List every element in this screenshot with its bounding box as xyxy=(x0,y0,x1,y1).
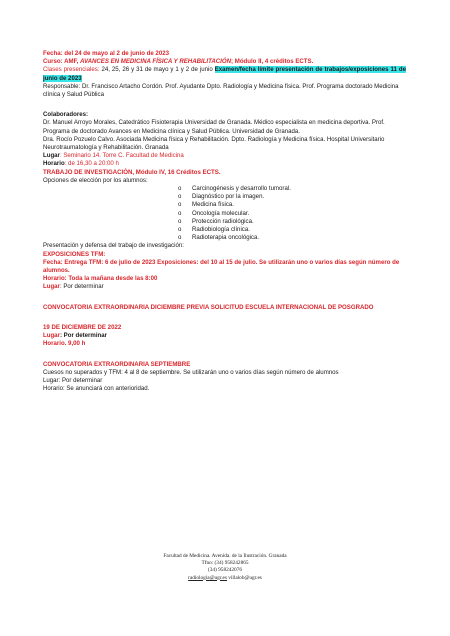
september-call-title: CONVOCATORIA EXTRAORDINARIA SEPTIEMBRE xyxy=(43,360,191,368)
bullet-icon: o xyxy=(178,217,182,225)
option-item: o Diagnóstico por la imagen. xyxy=(178,193,265,201)
footer-address: Facultad de Medicina. Avenida. de la Ilustración. Granada xyxy=(163,553,287,559)
option-item: o Radioterapia oncológica. xyxy=(178,234,260,242)
option-item: o Protección radiológica. xyxy=(178,217,254,225)
morning-schedule: Horario: Toda la mañana desde las 8:00 xyxy=(43,275,158,283)
collaborators-title: Colaboradores: xyxy=(43,111,89,119)
tfm-exhibitions-title: EXPOSICIONES TFM: xyxy=(43,250,106,258)
december-place-line: Lugar: Por determinar xyxy=(43,332,108,340)
options-list xyxy=(43,185,406,242)
december-date: 19 DE DICIEMBRE DE 2022 xyxy=(43,323,122,331)
presentation-text: Presentación y defensa del trabajo de investigación: xyxy=(43,242,184,250)
course-date: Fecha: del 24 de mayo al 2 de junio de 2023 xyxy=(43,50,169,57)
page-footer xyxy=(0,553,450,582)
email-link-villalob[interactable]: villalob@ugr.es xyxy=(228,574,262,581)
option-item: o Radiobiología clínica. xyxy=(178,226,250,234)
bullet-icon: o xyxy=(178,193,182,201)
research-work-title: TRABAJO DE INVESTIGACIÓN, Módulo IV, 16 Créditos ECTS. xyxy=(43,168,221,176)
email-link-radiologia[interactable]: radiologia@ugr.es xyxy=(188,574,227,581)
classes-label: Clases presenciales: xyxy=(43,66,100,74)
december-call-title: CONVOCATORIA EXTRAORDINARIA DICIEMBRE PREVIA SOLICITUD ESCUELA INTERNACIONAL DE POSGRADO xyxy=(43,303,374,311)
footer-emails xyxy=(0,575,450,582)
bullet-icon: o xyxy=(178,185,182,193)
course-name: AVANCES EN MEDICINA FÍSICA Y REHABILITACIÓN xyxy=(80,58,232,66)
bullet-icon: o xyxy=(178,201,182,209)
bullet-icon: o xyxy=(178,209,182,217)
footer-phone-1: Tfno: (34) 958242865 xyxy=(201,560,249,567)
collaborator-1: Dr. Manuel Arroyo Morales, Catedrático Fisioterapia Universidad de Granada. Médico especialista en medicina deportiva. Prof. Programa de doctorado Avances en Medicina clínica y Salud Pública. Universidad de Granada. xyxy=(43,119,385,135)
exam-deadline-highlight: Examen/fecha límite presentación de trabajos/exposiciones 11 de junio de 2023 xyxy=(43,66,406,82)
classes-line xyxy=(43,66,406,82)
responsible-text: Responsable: Dr. Francisco Artacho Cordón. Prof. Ayudante Dpto. Radiología y Medicina física. Prof. Programa doctorado Medicina clínica y Salud Pública xyxy=(43,82,399,99)
december-schedule: Horario. 9,00 h xyxy=(43,340,86,348)
tfm-place-line: Lugar: Por determinar xyxy=(43,283,104,291)
option-item: o Medicina física. xyxy=(178,201,234,209)
tfm-delivery-text: Fecha: Entrega TFM: 6 de julio de 2023 Exposiciones: del 10 al 15 de julio. Se utilizarán uno o varios días según número de alumnos. xyxy=(43,258,400,275)
option-item: o Oncología molecular. xyxy=(178,209,250,217)
collaborator-2: Dra. Rocío Pozuelo Calvo. Asociada Medicina física y Rehabilitación. Dpto. Radiología y Medicina física. Hospital Universitario Neurotraumatología y Rehabilitación. Granada xyxy=(43,135,385,152)
september-place: Lugar: Por determinar xyxy=(43,376,103,384)
course-title: Curso: AMF, AVANCES EN MEDICINA FÍSICA Y REHABILITACIÓN; Módulo II, 4 créditos ECTS. xyxy=(43,58,314,66)
classes-dates: 24, 25, 26 y 31 de mayo y 1 y 2 de junio xyxy=(99,66,215,74)
option-item: o Carcinogénesis y desarrollo tumoral. xyxy=(178,185,291,193)
options-intro: Opciones de elección por los alumnos: xyxy=(43,176,148,184)
schedule-line: Horario: de 16,30 a 20:00 h xyxy=(43,160,119,168)
footer-phone-2: (34) 958242076 xyxy=(208,567,242,574)
document-body xyxy=(43,50,406,393)
september-courses-text: Cuesos no superados y TFM: 4 al 8 de septiembre. Se utilizarán uno o varios días según número de alumnos xyxy=(43,368,339,376)
bullet-icon: o xyxy=(178,226,182,234)
bullet-icon: o xyxy=(178,234,182,242)
place-line: Lugar: Seminario 14. Torre C. Facultad de Medicina xyxy=(43,152,184,160)
september-schedule: Horario: Se anunciará con anterioridad. xyxy=(43,385,150,393)
